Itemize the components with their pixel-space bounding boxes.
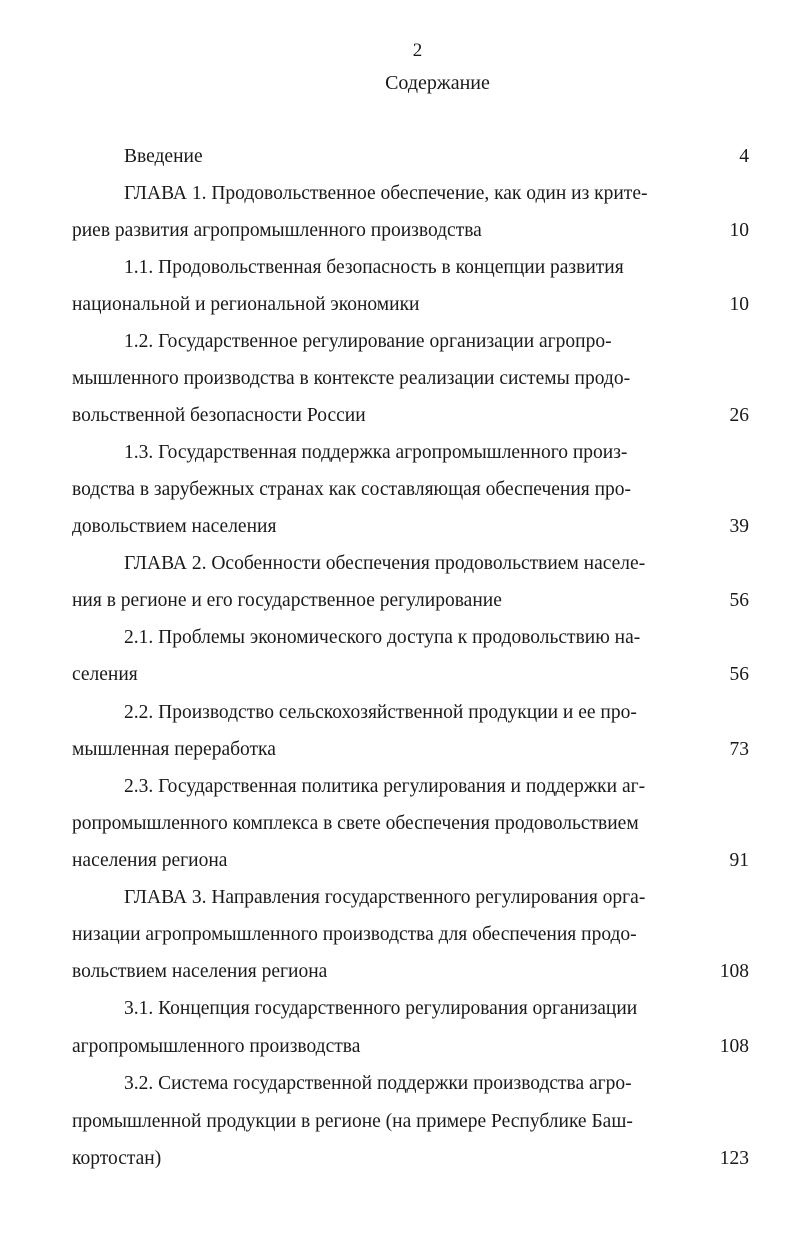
toc-entry-line: ропромышленного комплекса в свете обеспечения продовольствием: [72, 813, 639, 834]
toc-entry-line: низации агропромышленного производства для обеспечения продо-: [72, 924, 637, 945]
toc-entry-line: 2.2. Производство сельскохозяйственной продукции и ее про-: [124, 702, 637, 723]
toc-page-number: 108: [719, 1036, 749, 1057]
toc-page-number: 10: [729, 220, 749, 241]
toc-entry-line: 1.3. Государственная поддержка агропромышленного произ-: [124, 442, 628, 463]
toc-entry-line: вольствием населения региона: [72, 961, 328, 982]
toc-entry-line: вольственной безопасности России: [72, 405, 366, 426]
toc-entry-line: 2.1. Проблемы экономического доступа к продовольствию на-: [124, 627, 641, 648]
toc-page-number: 10: [729, 294, 749, 315]
page-number: 2: [412, 40, 423, 61]
page-title: Содержание: [385, 72, 490, 94]
toc-page-number: 4: [739, 146, 749, 167]
toc-page-number: 26: [729, 405, 749, 426]
toc-entry-line: кортостан): [72, 1148, 162, 1169]
toc-entry-line: ГЛАВА 1. Продовольственное обеспечение, как один из крите-: [124, 183, 648, 204]
toc-entry-line: 3.1. Концепция государственного регулирования организации: [124, 998, 638, 1019]
toc-entry-line: довольствием населения: [72, 516, 277, 537]
toc-entry-line: национальной и региональной экономики: [72, 294, 420, 315]
toc-entry-line: населения региона: [72, 850, 228, 871]
toc-page-number: 56: [729, 664, 749, 685]
toc-entry-line: ГЛАВА 3. Направления государственного регулирования орга-: [124, 887, 646, 908]
toc-entry-line: агропромышленного производства: [72, 1036, 361, 1057]
toc-entry-line: Введение: [124, 146, 203, 167]
toc-page-number: 91: [729, 850, 749, 871]
toc-entry-line: водства в зарубежных странах как составляющая обеспечения про-: [72, 479, 632, 500]
toc-entry-line: 1.2. Государственное регулирование организации агропро-: [124, 331, 612, 352]
toc-page-number: 39: [729, 516, 749, 537]
toc-entry-line: ния в регионе и его государственное регулирование: [72, 590, 502, 611]
toc-page-number: 108: [719, 961, 749, 982]
toc-entry-line: промышленной продукции в регионе (на примере Республике Баш-: [72, 1111, 633, 1132]
toc-page-number: 56: [729, 590, 749, 611]
toc-page-number: 123: [719, 1148, 749, 1169]
toc-page-number: 73: [729, 739, 749, 760]
toc-entry-line: 3.2. Система государственной поддержки производства агро-: [124, 1073, 632, 1094]
toc-entry-line: мышленного производства в контексте реализации системы продо-: [72, 368, 631, 389]
toc-entry-line: селения: [72, 664, 138, 685]
toc-entry-line: мышленная переработка: [72, 739, 276, 760]
toc-entry-line: 2.3. Государственная политика регулирования и поддержки аг-: [124, 776, 646, 797]
toc-entry-line: риев развития агропромышленного производства: [72, 220, 482, 241]
toc-entry-line: ГЛАВА 2. Особенности обеспечения продовольствием населе-: [124, 553, 646, 574]
toc-entry-line: 1.1. Продовольственная безопасность в концепции развития: [124, 257, 624, 278]
